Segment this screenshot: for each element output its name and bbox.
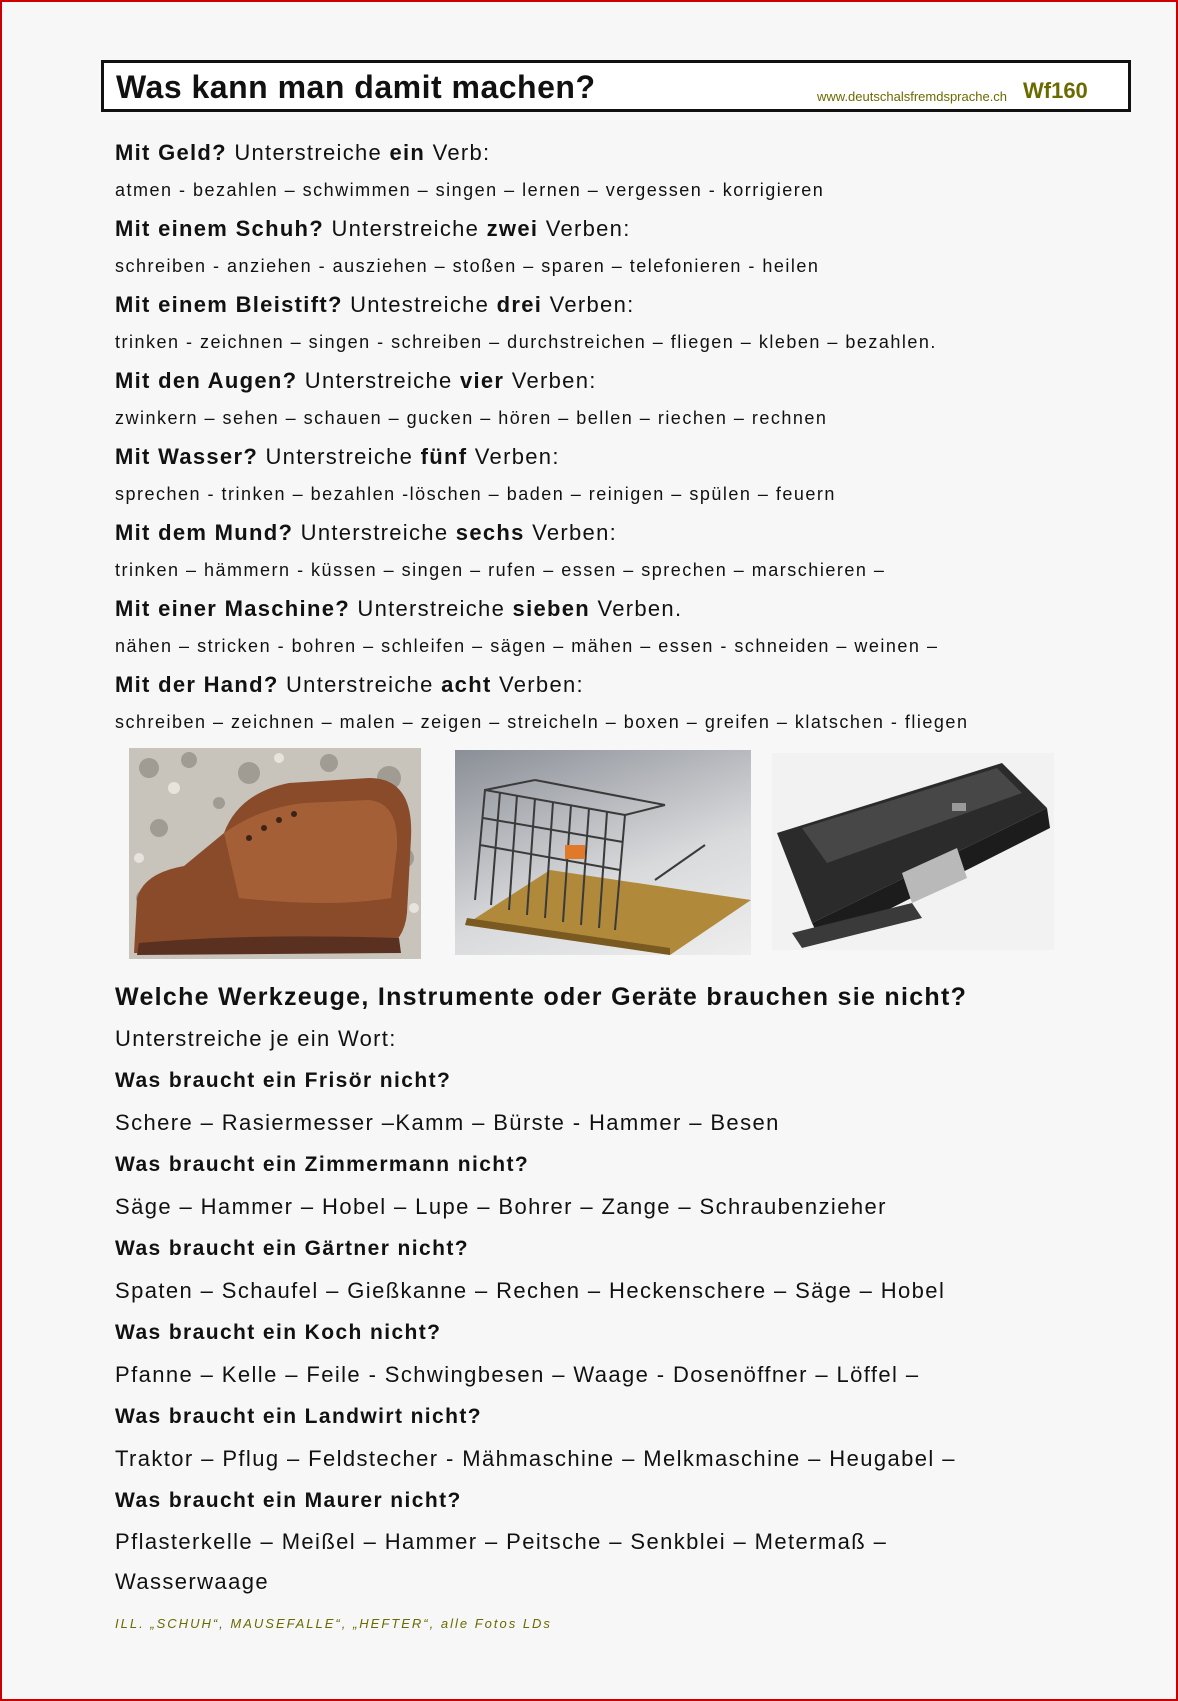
tool-question: Was braucht ein Koch nicht?	[115, 1321, 442, 1344]
task-question: Mit Wasser? Unterstreiche fünf Verben:	[115, 444, 560, 469]
task-verbs: trinken - zeichnen – singen - schreiben – durchstreichen – fliegen – kleben – bezahlen.	[115, 332, 937, 352]
tool-question: Was braucht ein Zimmermann nicht?	[115, 1153, 530, 1176]
tools-section	[115, 976, 1125, 1602]
tool-answer-continued: Wasserwaage	[115, 1569, 269, 1594]
stapler-photo	[772, 753, 1054, 950]
task-verbs: nähen – stricken - bohren – schleifen – sägen – mähen – essen - schneiden – weinen –	[115, 636, 939, 656]
tool-answer: Säge – Hammer – Hobel – Lupe – Bohrer – Zange – Schraubenzieher	[115, 1194, 887, 1219]
website-label: www.deutschalsfremdsprache.ch	[817, 89, 1008, 104]
tool-answer: Pflasterkelle – Meißel – Hammer – Peitsche – Senkblei – Metermaß –	[115, 1529, 888, 1554]
task-verbs: schreiben - anziehen - ausziehen – stoßen – sparen – telefonieren - heilen	[115, 256, 820, 276]
header-box	[101, 60, 1131, 112]
page-title: Was kann man damit machen?	[116, 69, 596, 105]
task-verbs: schreiben – zeichnen – malen – zeigen – streicheln – boxen – greifen – klatschen - fliegen	[115, 712, 969, 732]
section-title: Welche Werkzeuge, Instrumente oder Geräte brauchen sie nicht?	[115, 983, 968, 1011]
task-question: Mit der Hand? Unterstreiche acht Verben:	[115, 672, 584, 697]
section-instruction: Unterstreiche je ein Wort:	[115, 1026, 397, 1051]
worksheet-code: Wf160	[1023, 78, 1088, 103]
tool-question: Was braucht ein Landwirt nicht?	[115, 1405, 482, 1428]
task-question: Mit einem Schuh? Unterstreiche zwei Verben:	[115, 216, 631, 241]
task-verbs: atmen - bezahlen – schwimmen – singen – lernen – vergessen - korrigieren	[115, 180, 825, 200]
tool-question: Was braucht ein Gärtner nicht?	[115, 1237, 469, 1260]
task-question: Mit Geld? Unterstreiche ein Verb:	[115, 140, 491, 165]
photo-credit: ILL. „SCHUH“, MAUSEFALLE“, „HEFTER“, alle Fotos LDs	[115, 1616, 552, 1631]
tool-answer: Pfanne – Kelle – Feile - Schwingbesen – Waage - Dosenöffner – Löffel –	[115, 1362, 920, 1387]
task-verbs: trinken – hämmern - küssen – singen – rufen – essen – sprechen – marschieren –	[115, 560, 886, 580]
task-question: Mit dem Mund? Unterstreiche sechs Verben:	[115, 520, 618, 545]
task-question: Mit einem Bleistift? Untestreiche drei Verben:	[115, 292, 635, 317]
tool-answer: Schere – Rasiermesser –Kamm – Bürste - Hammer – Besen	[115, 1110, 780, 1135]
task-question: Mit den Augen? Unterstreiche vier Verben:	[115, 368, 597, 393]
task-verbs: zwinkern – sehen – schauen – gucken – hören – bellen – riechen – rechnen	[115, 408, 828, 428]
tool-answer: Traktor – Pflug – Feldstecher - Mähmaschine – Melkmaschine – Heugabel –	[115, 1446, 956, 1471]
task-verbs: sprechen - trinken – bezahlen -löschen – baden – reinigen – spülen – feuern	[115, 484, 836, 504]
tool-answer: Spaten – Schaufel – Gießkanne – Rechen – Heckenschere – Säge – Hobel	[115, 1278, 946, 1303]
task-question: Mit einer Maschine? Unterstreiche sieben Verben.	[115, 596, 683, 621]
mousetrap-photo	[455, 750, 751, 955]
tool-question: Was braucht ein Maurer nicht?	[115, 1489, 462, 1512]
shoe-photo	[129, 748, 421, 959]
tool-question: Was braucht ein Frisör nicht?	[115, 1069, 452, 1092]
verb-tasks	[115, 134, 1115, 742]
